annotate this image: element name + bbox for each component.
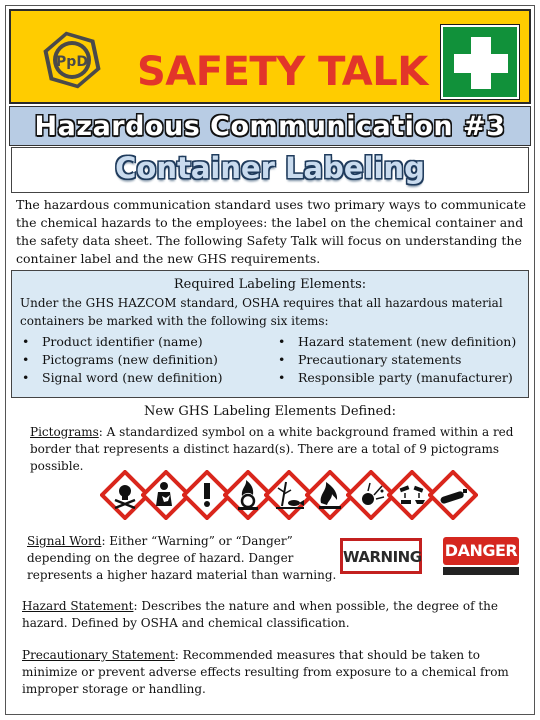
header-banner [9,9,531,104]
topic-heading: Container Labeling [115,151,425,185]
precautionary-statement-paragraph [22,647,527,698]
required-list-left [20,333,222,387]
pictograms-label: Pictograms [30,425,99,439]
list-item: • Signal word (new definition) [20,369,222,387]
gas-cylinder-icon [428,470,478,520]
required-list-right [276,333,516,387]
required-text: Under the GHS HAZCOM standard, OSHA requires that all hazardous material containers be marked with the following six items: [20,296,503,328]
list-item: • Responsible party (manufacturer) [276,369,516,387]
danger-sign [443,537,519,577]
company-logo [41,29,103,91]
required-heading: Required Labeling Elements: [173,277,367,292]
list-item: • Hazard statement (new definition) [276,333,516,351]
intro-paragraph: The hazardous communication standard uses two primary ways to communicate the chemical hazards to the employees: the label on the chemical container and the safety data sheet. The following Safety Talk will focus on understanding the container label and the new GHS requirements. [16,197,527,266]
hazard-statement-paragraph [22,598,527,632]
pictogram-row [100,470,540,526]
pictograms-text: : A standardized symbol on a white background framed within a red border that represents a distinct hazard(s). There are a total of 9 pictograms possible. [30,425,514,473]
danger-sign-text: DANGER [444,541,518,560]
required-elements-box [11,270,529,398]
subtitle: Hazardous Communication #3 [34,111,506,142]
hazard-statement-text: : Describes the nature and when possible, the degree of the hazard. Defined by OSHA and chemical classification. [22,599,498,630]
precautionary-statement-label: Precautionary Statement [22,648,175,662]
ghs-heading: New GHS Labeling Elements Defined: [144,404,396,419]
topic-band [11,147,529,193]
hazard-statement-label: Hazard Statement [22,599,134,613]
page-title: SAFETY TALK [137,49,428,95]
list-item: • Precautionary statements [276,351,516,369]
list-item: • Product identifier (name) [20,333,222,351]
first-aid-cross-icon [441,25,519,99]
signal-word-paragraph [27,533,337,584]
warning-sign-text: WARNING [343,548,422,566]
logo-text: PpD [56,54,88,70]
pictograms-paragraph [30,424,520,475]
warning-sign [340,538,422,574]
signal-word-label: Signal Word [27,534,102,548]
subtitle-band [9,106,531,146]
signal-word-text: : Either “Warning” or “Danger” depending on the degree of hazard. Danger represents a higher hazard material than warning. [27,534,337,582]
list-item: • Pictograms (new definition) [20,351,222,369]
precautionary-statement-text: : Recommended measures that should be taken to minimize or prevent adverse effects resulting from exposure to a chemical from improper storage or handling. [22,648,509,696]
